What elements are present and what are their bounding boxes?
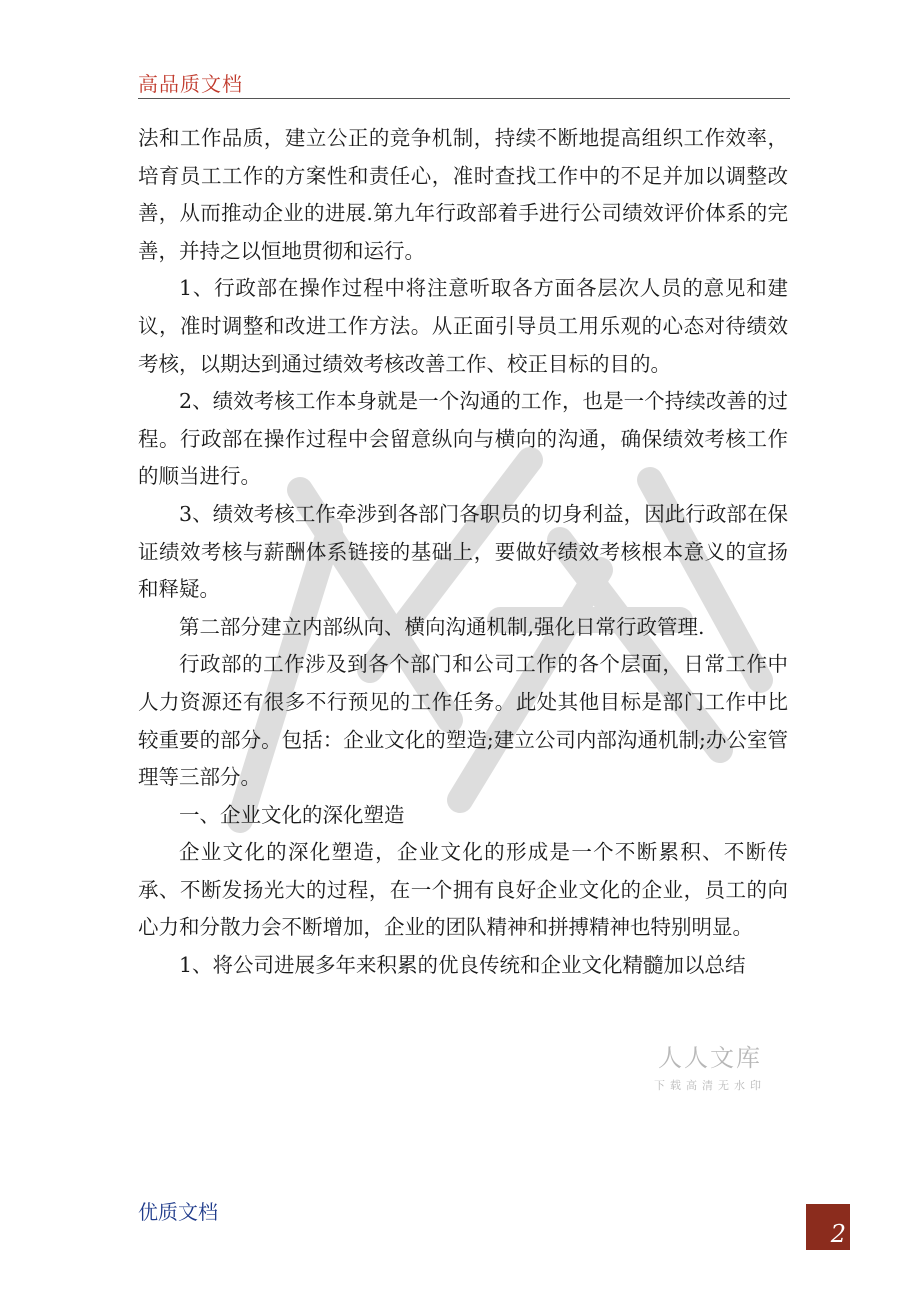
watermark-logo-subtext: 下载高清无水印 xyxy=(654,1079,766,1092)
page-number: 2 xyxy=(830,1220,846,1248)
paragraph: 3、绩效考核工作牵涉到各部门各职员的切身利益，因此行政部在保证绩效考核与薪酬体系链接的基础上，要做好绩效考核根本意义的宣扬和释疑。 xyxy=(138,501,788,602)
paragraph: 2、绩效考核工作本身就是一个沟通的工作，也是一个持续改善的过程。行政部在操作过程中会留意纵向与横向的沟通，确保绩效考核工作的顺当进行。 xyxy=(138,389,788,489)
paragraph: 行政部的工作涉及到各个部门和公司工作的各个层面，日常工作中人力资源还有很多不行预见的工作任务。此处其他目标是部门工作中比较重要的部分。包括：企业文化的塑造;建立公司内部沟通机制;办公室管理等三部分。 xyxy=(138,652,788,790)
footer-label: 优质文档 xyxy=(138,1200,218,1224)
document-body xyxy=(138,120,788,985)
subsection-heading: 一、企业文化的深化塑造 xyxy=(179,802,405,827)
section-heading: 第二部分建立内部纵向、横向沟通机制,强化日常行政管理. xyxy=(179,614,705,639)
paragraph: 法和工作品质，建立公正的竞争机制，持续不断地提高组织工作效率，培育员工工作的方案性和责任心，准时查找工作中的不足并加以调整改善，从而推动企业的进展.第九年行政部着手进行公司绩效评价体系的完善，并持之以恒地贯彻和运行。 xyxy=(138,126,788,263)
page-number-badge xyxy=(806,1204,850,1250)
paragraph: 企业文化的深化塑造，企业文化的形成是一个不断累积、不断传承、不断发扬光大的过程，在一个拥有良好企业文化的企业，员工的向心力和分散力会不断增加，企业的团队精神和拼搏精神也特别明显。 xyxy=(138,840,788,940)
page-header xyxy=(138,66,790,99)
header-title: 高品质文档 xyxy=(138,72,243,96)
watermark-logo xyxy=(640,1038,780,1093)
watermark-logo-text: 人人文库 xyxy=(658,1044,762,1072)
paragraph: 1、将公司进展多年来积累的优良传统和企业文化精髓加以总结 xyxy=(179,953,746,978)
paragraph: 1、行政部在操作过程中将注意听取各方面各层次人员的意见和建议，准时调整和改进工作方法。从正面引导员工用乐观的心态对待绩效考核，以期达到通过绩效考核改善工作、校正目标的目的。 xyxy=(138,276,788,376)
